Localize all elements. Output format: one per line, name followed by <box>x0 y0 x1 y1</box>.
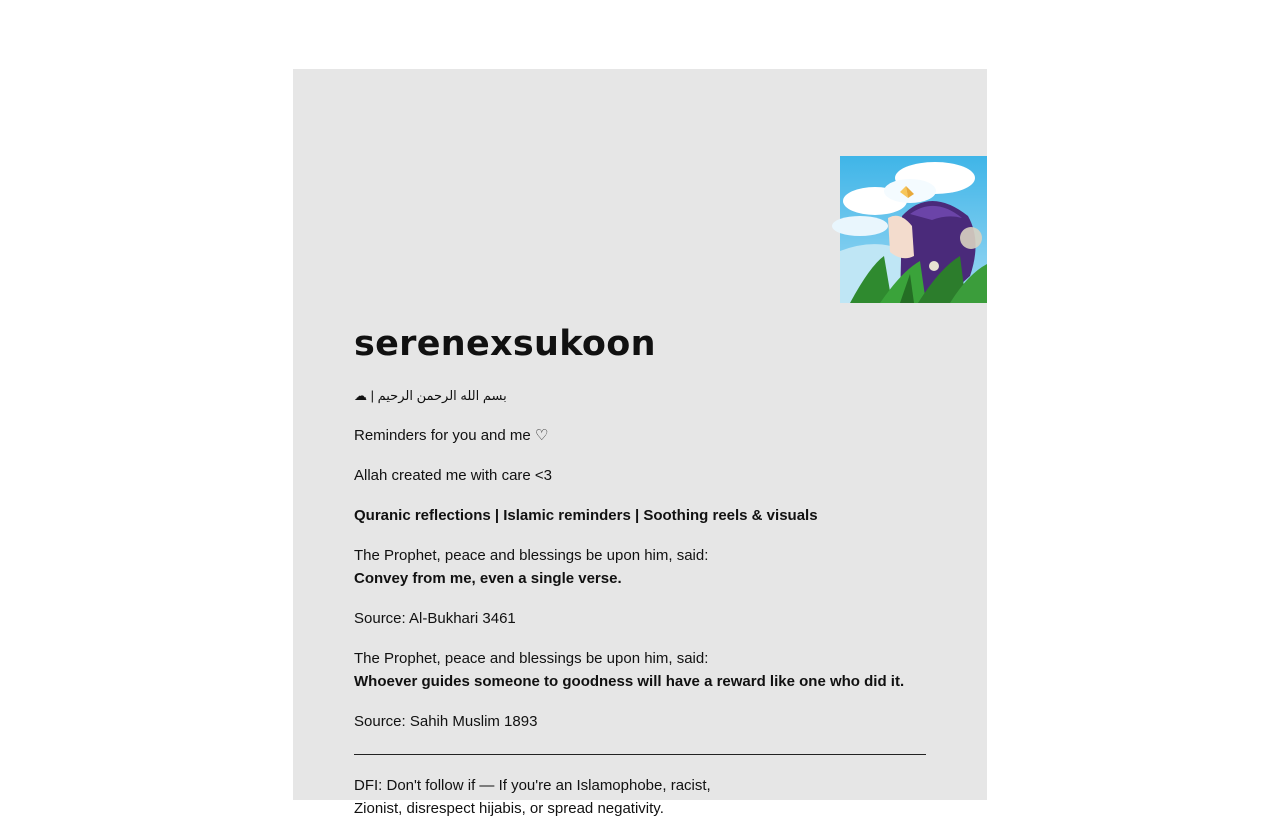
dfi-line: Zionist, disrespect hijabis, or spread negativity. <box>354 800 664 817</box>
bio <box>354 384 926 820</box>
anime-girl-avatar-icon <box>840 156 987 303</box>
bio-line-created: Allah created me with care <3 <box>354 467 553 484</box>
hadith-source: Source: Al-Bukhari 3461 <box>354 610 516 627</box>
dfi-line: DFI: Don't follow if — If you're an Islamophobe, racist, <box>354 777 711 794</box>
hadith-text: Whoever guides someone to goodness will have a reward like one who did it. <box>354 673 905 690</box>
hadith-intro: The Prophet, peace and blessings be upon him, said: <box>354 547 709 564</box>
hadith-source: Source: Sahih Muslim 1893 <box>354 713 538 730</box>
bio-tagline: Quranic reflections | Islamic reminders | Soothing reels & visuals <box>354 507 818 524</box>
hadith-intro: The Prophet, peace and blessings be upon him, said: <box>354 650 709 667</box>
hadith-text: Convey from me, even a single verse. <box>354 570 622 587</box>
bio-bismillah: ☁ | بسم الله الرحمن الرحيم <box>354 388 507 403</box>
profile-username: serenexsukoon <box>354 324 656 364</box>
divider <box>354 754 926 755</box>
profile-card <box>293 69 987 817</box>
bio-line-reminders: Reminders for you and me ♡ <box>354 427 549 444</box>
avatar[interactable] <box>840 156 987 303</box>
